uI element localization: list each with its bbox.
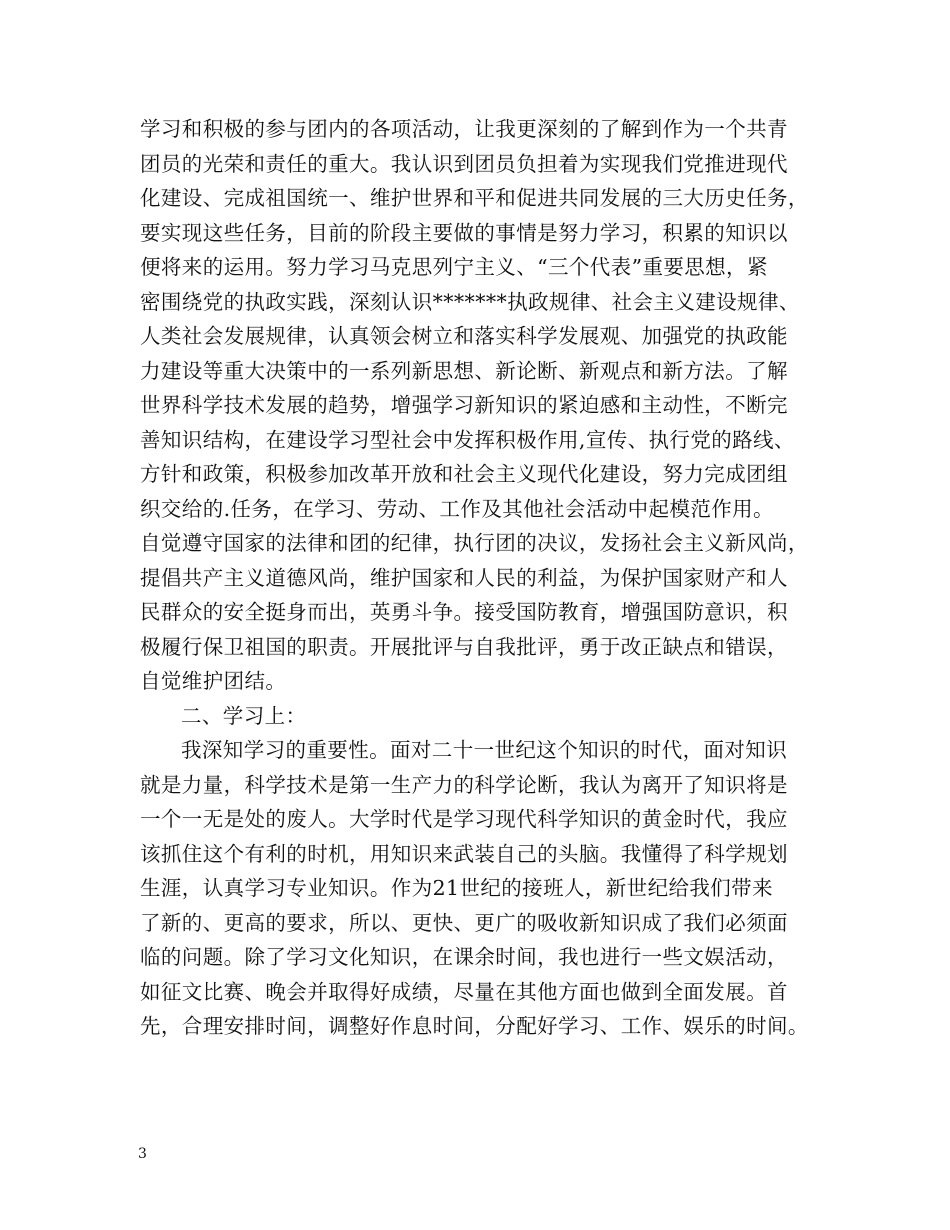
text-line: 善知识结构，在建设学习型社会中发挥积极作用,宣传、执行党的路线、: [140, 427, 795, 452]
page-number: 3: [138, 1146, 147, 1162]
text-line: 如征文比赛、晚会并取得好成绩，尽量在其他方面也做到全面发展。首: [140, 979, 788, 1004]
text-line: 就是力量，科学技术是第一生产力的科学论断，我认为离开了知识将是: [140, 772, 788, 797]
body-text: [140, 112, 840, 1044]
text-line: 我深知学习的重要性。面对二十一世纪这个知识的时代，面对知识: [181, 738, 788, 762]
text-line: 民群众的安全挺身而出，英勇斗争。接受国防教育，增强国防意识，积: [140, 600, 788, 624]
text-line: 一个一无是处的废人。大学时代是学习现代科学知识的黄金时代，我应: [140, 807, 788, 831]
text-line: 生涯，认真学习专业知识。作为21世纪的接班人，新世纪给我们带来: [140, 876, 773, 900]
text-line: 方针和政策，积极参加改革开放和社会主义现代化建设，努力完成团组: [140, 462, 788, 486]
text-line: 世界科学技术发展的趋势，增强学习新知识的紧迫感和主动性，不断完: [140, 393, 788, 417]
text-line: 二、学习上：: [181, 703, 307, 728]
text-line: 临的问题。除了学习文化知识，在课余时间，我也进行一些文娱活动，: [140, 945, 788, 969]
text-line: 学习和积极的参与团内的各项活动，让我更深刻的了解到作为一个共青: [140, 117, 788, 141]
text-line: 先，合理安排时间，调整好作息时间，分配好学习、工作、娱乐的时间。: [140, 1014, 809, 1038]
text-line: 提倡共产主义道德风尚，维护国家和人民的利益，为保护国家财产和人: [140, 565, 788, 590]
text-line: 团员的光荣和责任的重大。我认识到团员负担着为实现我们党推进现代: [140, 151, 788, 176]
text-line: 便将来的运用。努力学习马克思列宁主义、“三个代表”重要思想，紧: [140, 255, 768, 279]
text-line: 要实现这些任务，目前的阶段主要做的事情是努力学习，积累的知识以: [140, 220, 788, 245]
text-line: 化建设、完成祖国统一、维护世界和平和促进共同发展的三大历史任务，: [140, 186, 809, 210]
text-line: 自觉遵守国家的法律和团的纪律，执行团的决议，发扬社会主义新风尚，: [140, 531, 809, 555]
text-line: 密围绕党的执政实践，深刻认识*******执政规律、社会主义建设规律、: [140, 289, 800, 314]
text-line: 自觉维护团结。: [140, 669, 287, 693]
text-line: 该抓住这个有利的时机，用知识来武装自己的头脑。我懂得了科学规划: [140, 841, 788, 866]
text-line: 人类社会发展规律，认真领会树立和落实科学发展观、加强党的执政能: [140, 324, 788, 348]
text-line: 极履行保卫祖国的职责。开展批评与自我批评，勇于改正缺点和错误，: [140, 634, 788, 659]
text-line: 织交给的.任务，在学习、劳动、工作及其他社会活动中起模范作用。: [140, 496, 774, 521]
text-line: 了新的、更高的要求，所以、更快、更广的吸收新知识成了我们必须面: [140, 910, 788, 935]
text-line: 力建设等重大决策中的一系列新思想、新论断、新观点和新方法。了解: [140, 358, 788, 383]
